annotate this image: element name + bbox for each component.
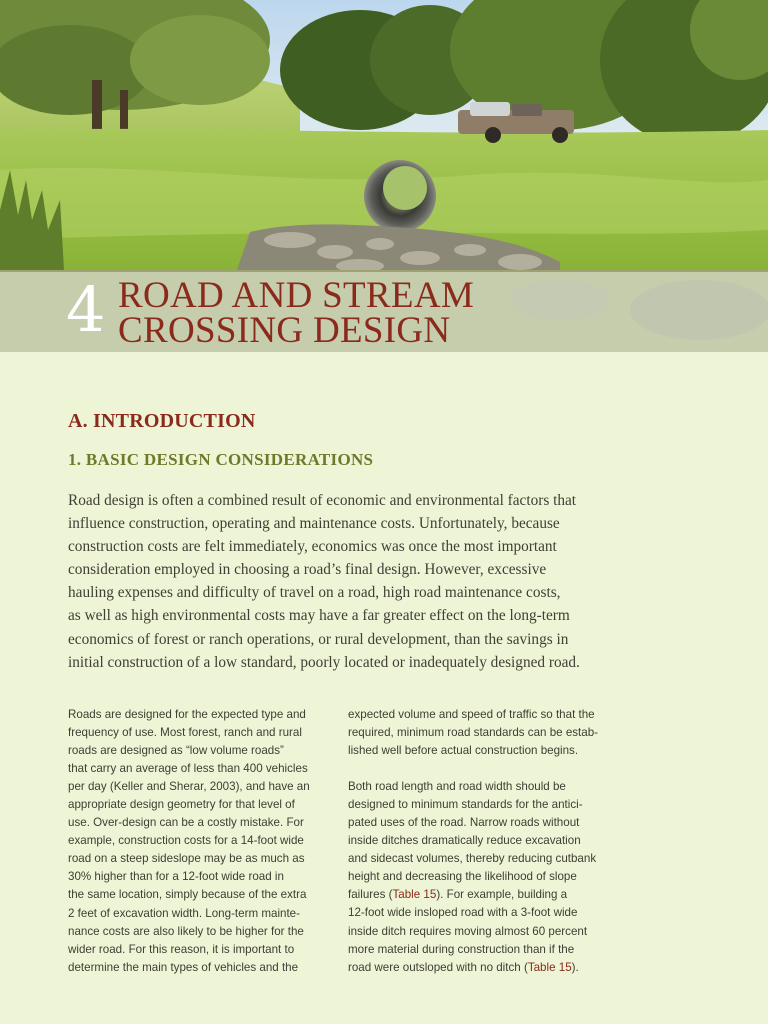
body-line: wider road. For this reason, it is important to (68, 942, 295, 956)
body-column-left (68, 706, 324, 977)
body-line: pated uses of the road. Narrow roads without (348, 816, 580, 830)
chapter-number: 4 (66, 273, 106, 346)
body-line: the same location, simply because of the extra (68, 888, 307, 902)
lead-paragraph (68, 489, 616, 674)
body-line: Both road length and road width should be (348, 780, 566, 794)
body-line: roads are designed as “low volume roads” (68, 744, 284, 758)
lead-line: initial construction of a low standard, poorly located or inadequately designed road. (68, 653, 580, 671)
lead-line: economics of forest or ranch operations, or rural development, than the savings in (68, 630, 569, 648)
body-line: Roads are designed for the expected type and (68, 708, 306, 721)
lead-line: Road design is often a combined result of economic and environmental factors that (68, 492, 577, 509)
body-line: per day (Keller and Sherar, 2003), and have an (68, 780, 310, 794)
body-paragraph (68, 706, 324, 977)
body-line: that carry an average of less than 400 vehicles (68, 762, 308, 776)
body-line: and sidecast volumes, thereby reducing cutbank (348, 852, 597, 866)
lead-line: consideration employed in choosing a road’s final design. However, excessive (68, 561, 547, 579)
body-line: lished well before actual construction begins. (348, 744, 579, 758)
body-line: more material during construction than if the (348, 942, 575, 956)
chapter-title (118, 275, 475, 351)
body-line: designed to minimum standards for the antici- (348, 798, 583, 812)
body-line (348, 959, 604, 977)
body-line: height and decreasing the likelihood of slope (348, 870, 577, 884)
body-paragraph (348, 706, 604, 760)
body-line: example, construction costs for a 14-foot wide (68, 834, 304, 848)
body-paragraph (348, 778, 604, 977)
body-text: road were outsloped with no ditch ( (348, 960, 528, 974)
culvert-pipe (364, 160, 436, 232)
body-line: 12-foot wide insloped road with a 3-foot wide (348, 906, 578, 920)
body-line: 2 feet of excavation width. Long-term mainte- (68, 906, 300, 920)
body-line: inside ditch requires moving almost 60 percent (348, 924, 588, 938)
section-heading: A. INTRODUCTION (68, 410, 256, 432)
lead-line: influence construction, operating and maintenance costs. Unfortunately, because (68, 515, 560, 533)
table-15-link[interactable]: Table 15 (527, 960, 572, 974)
body-line: expected volume and speed of traffic so that the (348, 708, 595, 721)
body-text: failures ( (348, 888, 393, 902)
body-column-right (348, 706, 604, 977)
body-line: frequency of use. Most forest, ranch and rural (68, 726, 302, 740)
body-line: 30% higher than for a 12-foot wide road in (68, 870, 284, 884)
body-line (348, 886, 604, 904)
body-line: use. Over-design can be a costly mistake. For (68, 816, 304, 830)
body-line: nance costs are also likely to be higher for the (68, 924, 304, 938)
chapter-title-line: CROSSING DESIGN (118, 310, 451, 351)
lead-line: hauling expenses and difficulty of travel on a road, high road maintenance costs, (68, 584, 561, 602)
lead-line: construction costs are felt immediately, economics was once the most important (68, 538, 557, 556)
table-15-link[interactable]: Table 15 (392, 888, 437, 902)
lead-line: as well as high environmental costs may have a far greater effect on the long-term (68, 607, 570, 625)
chapter-title-line: ROAD AND STREAM (118, 275, 475, 316)
body-line: road on a steep sideslope may be as much as (68, 852, 305, 866)
body-text: ). For example, building a (436, 888, 568, 902)
subsection-heading: 1. BASIC DESIGN CONSIDERATIONS (68, 450, 374, 469)
body-line: appropriate design geometry for that level of (68, 798, 295, 812)
body-text: ). (571, 960, 579, 974)
body-line: inside ditches dramatically reduce excavation (348, 834, 581, 848)
body-line: determine the main types of vehicles and the (68, 960, 299, 974)
body-line: required, minimum road standards can be estab- (348, 726, 599, 740)
